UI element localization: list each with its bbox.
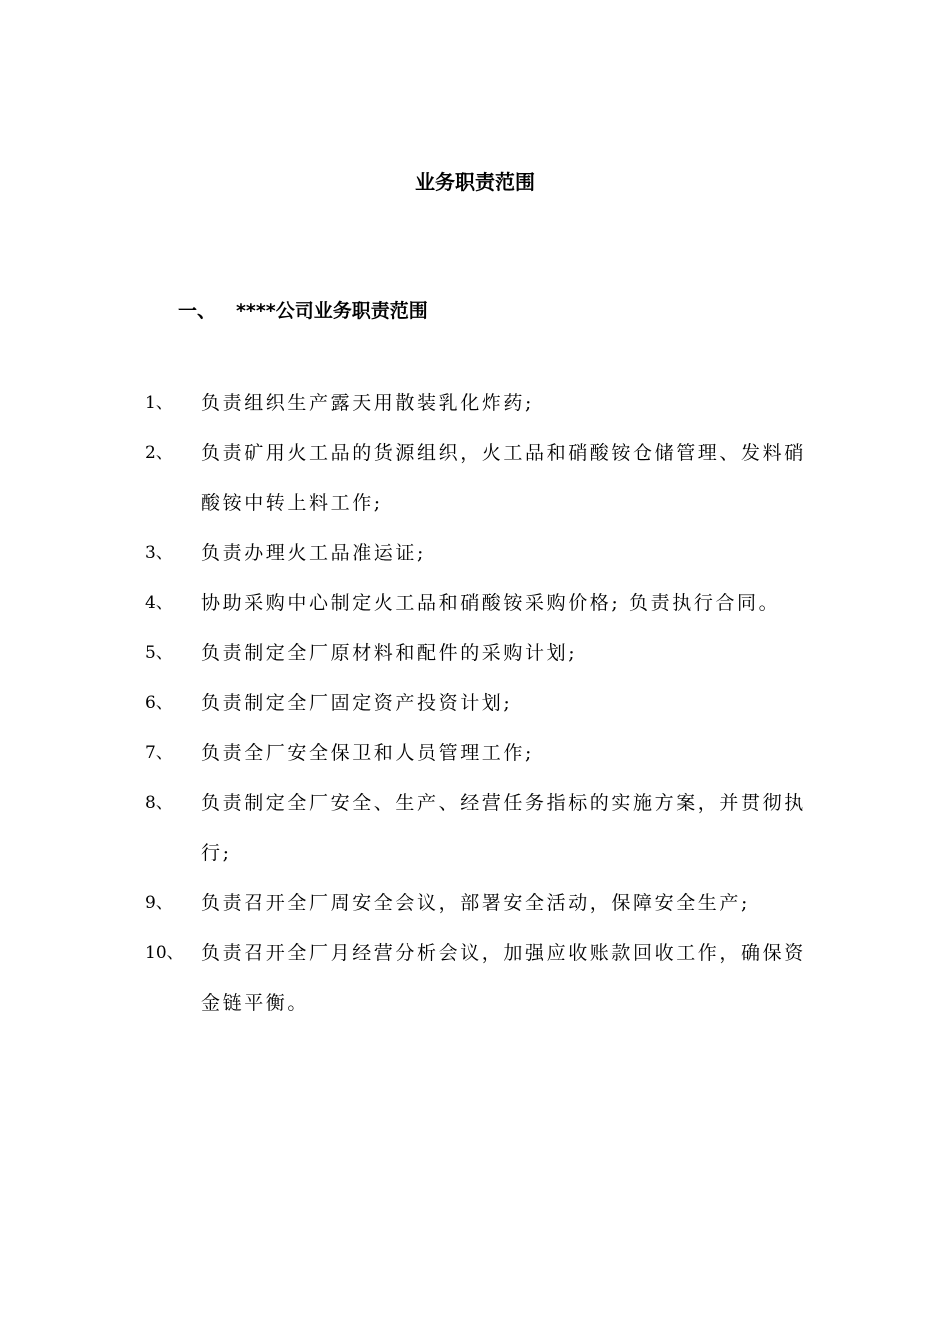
section-number: 一、 <box>178 300 217 322</box>
item-number: 2、 <box>145 443 173 463</box>
duty-list <box>145 378 825 1028</box>
section-title: ****公司业务职责范围 <box>236 300 428 322</box>
item-number: 9、 <box>145 893 173 913</box>
item-text: 负责办理火工品准运证; <box>201 542 427 564</box>
item-text: 负责召开全厂周安全会议，部署安全活动，保障安全生产; <box>201 892 751 914</box>
item-number: 1、 <box>145 393 173 413</box>
list-item <box>145 528 825 578</box>
item-text: 负责召开全厂月经营分析会议，加强应收账款回收工作，确保资金链平衡。 <box>201 942 806 1014</box>
list-item <box>145 628 825 678</box>
item-text: 负责制定全厂固定资产投资计划; <box>201 692 513 714</box>
section-heading <box>178 295 428 327</box>
item-number: 5、 <box>145 643 173 663</box>
item-text: 负责制定全厂安全、生产、经营任务指标的实施方案，并贯彻执行; <box>201 792 806 864</box>
list-item <box>145 578 825 628</box>
list-item <box>145 778 825 878</box>
item-number: 6、 <box>145 693 173 713</box>
list-item <box>145 928 825 1028</box>
document-title: 业务职责范围 <box>415 170 535 194</box>
item-number: 8、 <box>145 793 173 813</box>
list-item <box>145 728 825 778</box>
item-number: 4、 <box>145 593 173 613</box>
item-number: 10、 <box>145 943 184 963</box>
item-text: 负责全厂安全保卫和人员管理工作; <box>201 742 535 764</box>
item-text: 负责矿用火工品的货源组织，火工品和硝酸铵仓储管理、发料硝酸铵中转上料工作; <box>201 442 806 514</box>
list-item <box>145 678 825 728</box>
item-number: 7、 <box>145 743 173 763</box>
list-item <box>145 878 825 928</box>
item-text: 负责制定全厂原材料和配件的采购计划; <box>201 642 578 664</box>
item-text: 协助采购中心制定火工品和硝酸铵采购价格; 负责执行合同。 <box>201 592 781 614</box>
item-number: 3、 <box>145 543 173 563</box>
item-text: 负责组织生产露天用散装乳化炸药; <box>201 392 535 414</box>
list-item <box>145 378 825 428</box>
list-item <box>145 428 825 528</box>
